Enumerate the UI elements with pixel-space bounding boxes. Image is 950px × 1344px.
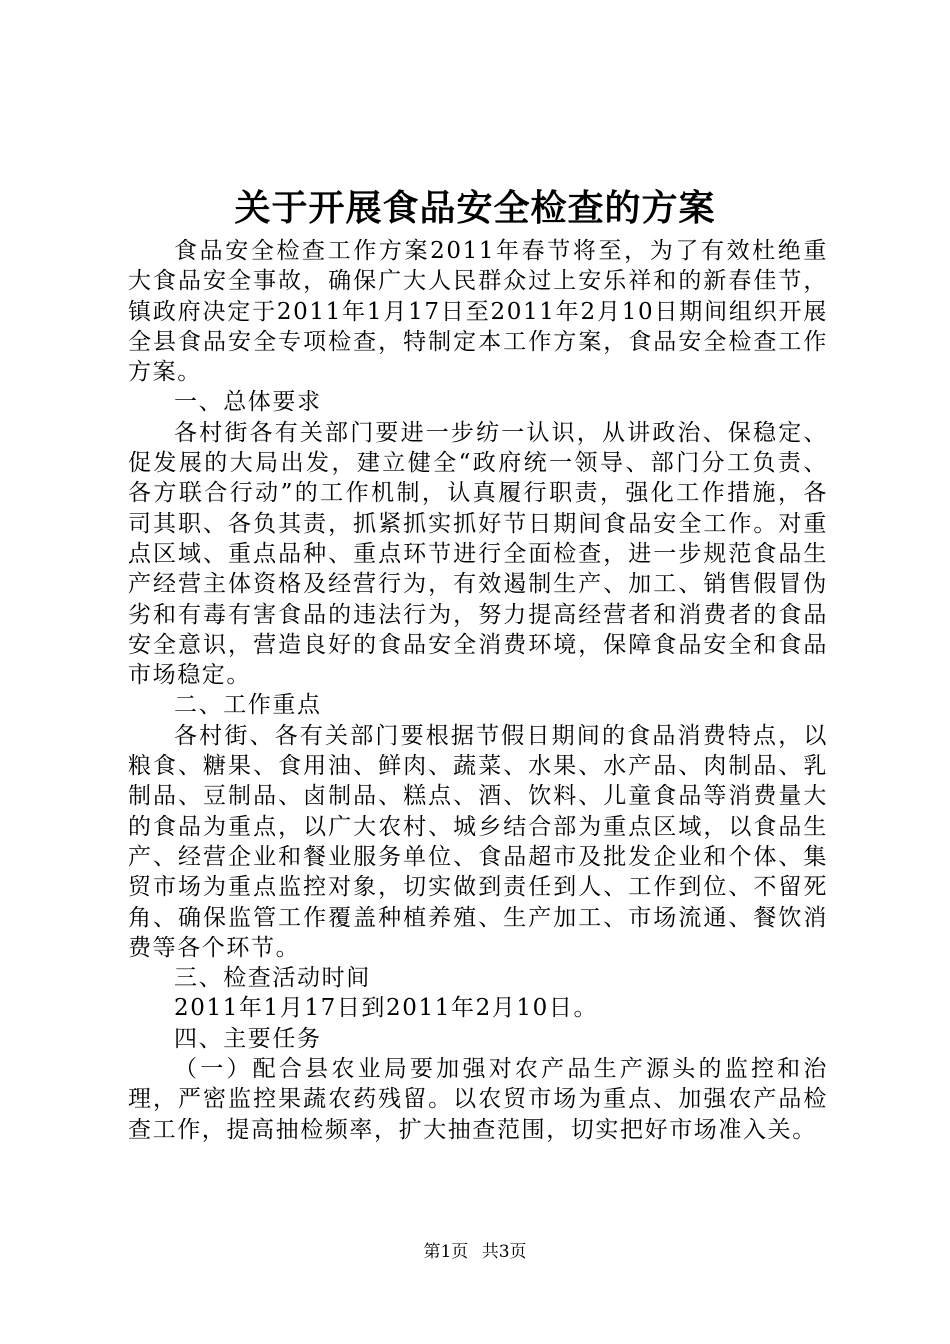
- section-heading-time: 三、检查活动时间: [174, 965, 371, 992]
- general-requirements-paragraph: 各村街各有关部门要进一步纺一认识，从讲政治、保稳定、促发展的大局出发，建立健全“政府统一领导、部门分工负责、各方联合行动”的工作机制，认真履行职责，强化工作措施，各司其职、各负其责，抓紧抓实抓好节日期间食品安全工作。对重点区域、重点品种、重点环节进行全面检查，进一步规范食品生产经营主体资格及经营行为，有效遏制生产、加工、销售假冒伪劣和有毒有害食品的违法行为，努力提高经营者和消费者的食品安全意识，营造良好的食品安全消费环境，保障食品安全和食品市场稳定。: [128, 419, 828, 689]
- task-one-paragraph: （一）配合县农业局要加强对农产品生产源头的监控和治理，严密监控果蔬农药残留。以农贸市场为重点、加强农产品检查工作，提高抽检频率，扩大抽查范围，切实把好市场准入关。: [128, 1056, 828, 1143]
- intro-paragraph: 食品安全检查工作方案2011年春节将至，为了有效杜绝重大食品安全事故，确保广大人民群众过上安乐祥和的新春佳节，镇政府决定于2011年1月17日至2011年2月10日期间组织开展全县食品安全专项检查，特制定本工作方案，食品安全检查工作方案。: [128, 238, 828, 386]
- page-total: 共3页: [481, 1242, 527, 1262]
- document-title: 关于开展食品安全检查的方案: [234, 187, 716, 229]
- section-heading-focus: 二、工作重点: [174, 692, 322, 719]
- section-heading-tasks: 四、主要任务: [174, 1025, 322, 1052]
- page-footer: [0, 1240, 950, 1264]
- work-focus-paragraph: 各村街、各有关部门要根据节假日期间的食品消费特点，以粮食、糖果、食用油、鲜肉、蔬菜、水果、水产品、肉制品、乳制品、豆制品、卤制品、糕点、酒、饮料、儿童食品等消费量大的食品为重点，以广大农村、城乡结合部为重点区域，以食品生产、经营企业和餐业服务单位、食品超市及批发企业和个体、集贸市场为重点监控对象，切实做到责任到人、工作到位、不留死角、确保监管工作覆盖种植养殖、生产加工、市场流通、餐饮消费等各个环节。: [128, 722, 828, 961]
- inspection-time-paragraph: 2011年1月17日到2011年2月10日。: [174, 995, 599, 1022]
- page-number: 第1页: [423, 1242, 469, 1262]
- section-heading-general: 一、总体要求: [174, 389, 322, 416]
- document-body: [128, 236, 828, 1145]
